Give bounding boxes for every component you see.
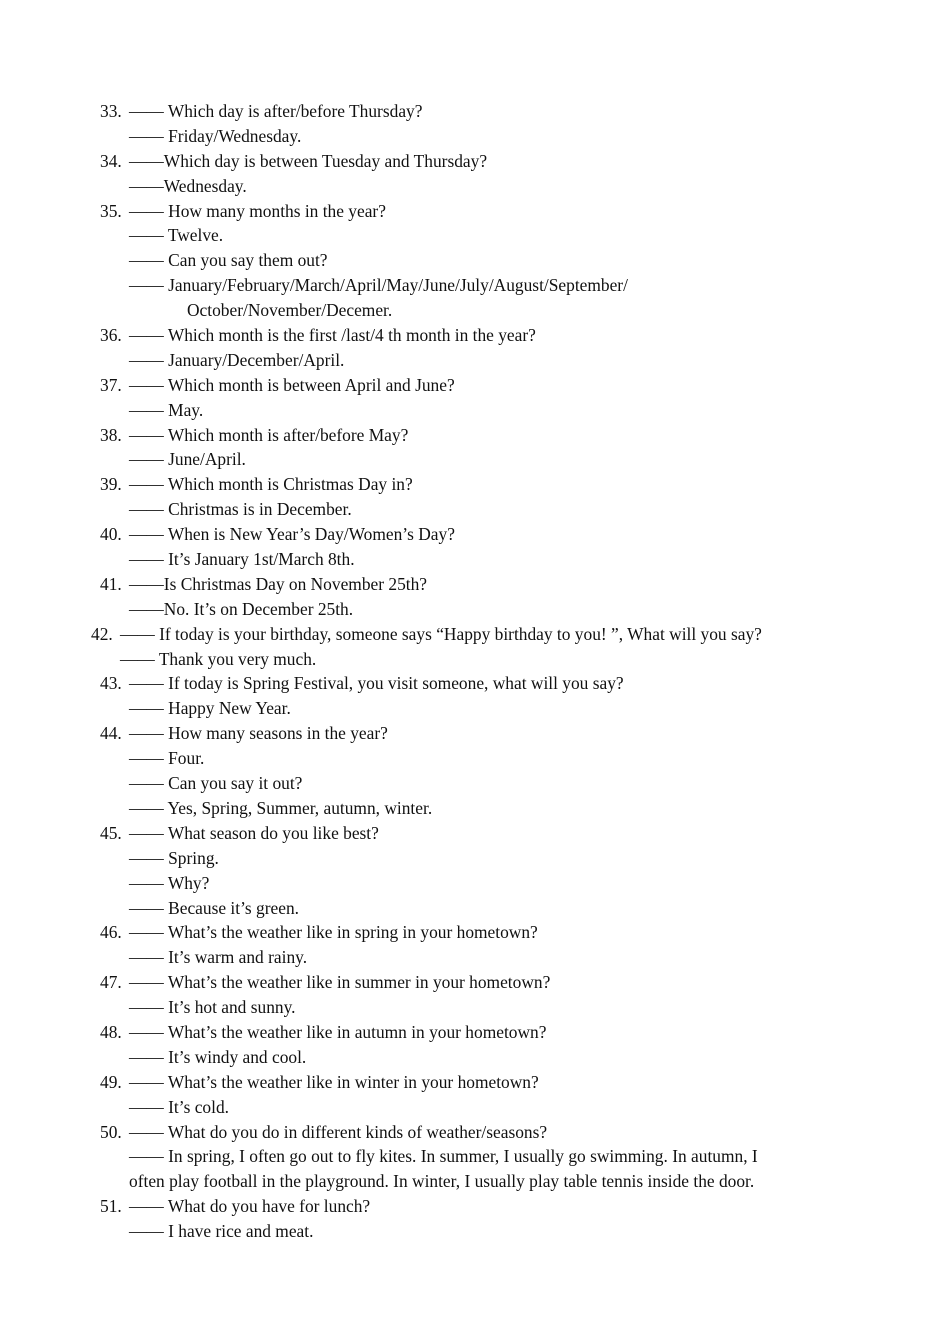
question-text: —— What’s the weather like in summer in your hometown? [129, 972, 551, 993]
answer-line [0, 1169, 950, 1194]
item-number: 46. [100, 922, 122, 943]
item-number: 33. [100, 101, 122, 121]
item-number: 48. [100, 1021, 122, 1042]
answer-text: —— Four. [129, 748, 205, 769]
item-number: 50. [100, 1121, 122, 1142]
item-number: 42. [91, 623, 113, 644]
answer-text: —— It’s hot and sunny. [129, 997, 296, 1018]
answer-line [0, 1144, 950, 1169]
question-text: —— What season do you like best? [129, 822, 379, 843]
qa-document [0, 99, 950, 1244]
item-number: 44. [100, 723, 122, 744]
answer-line [0, 1219, 950, 1244]
answer-text: —— In spring, I often go out to fly kites. In summer, I usually go swimming. In autumn, I [129, 1146, 758, 1167]
question-text: —— What’s the weather like in winter in your hometown? [129, 1071, 539, 1092]
answer-text: —— Can you say it out? [129, 773, 303, 794]
question-line [0, 622, 950, 647]
answer-text: —— June/April. [129, 449, 246, 470]
answer-line [0, 447, 950, 472]
question-line [0, 970, 950, 995]
answer-line [0, 273, 950, 298]
item-number: 41. [100, 573, 122, 594]
question-line [0, 149, 950, 174]
question-line [0, 920, 950, 945]
answer-text: ——No. It’s on December 25th. [129, 598, 354, 619]
answer-text: ——Wednesday. [129, 175, 247, 196]
item-number: 45. [100, 822, 122, 843]
answer-line [0, 248, 950, 273]
answer-text: —— Spring. [129, 847, 219, 868]
answer-text: —— Twelve. [129, 225, 224, 246]
answer-line [0, 223, 950, 248]
answer-line [0, 647, 950, 672]
question-line [0, 821, 950, 846]
answer-line [0, 174, 950, 199]
answer-text: —— It’s January 1st/March 8th. [129, 549, 355, 570]
question-line [0, 423, 950, 448]
item-number: 37. [100, 374, 122, 395]
item-number: 47. [100, 972, 122, 993]
answer-line [0, 497, 950, 522]
question-text: —— What’s the weather like in autumn in your hometown? [129, 1021, 547, 1042]
question-line [0, 1120, 950, 1145]
answer-line [0, 896, 950, 921]
question-line [0, 671, 950, 696]
item-number: 40. [100, 524, 122, 545]
question-text: —— Which month is Christmas Day in? [129, 474, 413, 495]
answer-line [0, 348, 950, 373]
answer-text: —— Can you say them out? [129, 250, 328, 271]
answer-text: —— It’s cold. [129, 1096, 229, 1117]
answer-text: often play football in the playground. In winter, I usually play table tennis inside the door. [129, 1171, 755, 1192]
item-number: 49. [100, 1071, 122, 1092]
question-text: —— What’s the weather like in spring in your hometown? [129, 922, 538, 943]
answer-line [0, 746, 950, 771]
question-line [0, 1194, 950, 1219]
answer-line [0, 1045, 950, 1070]
question-text: —— When is New Year’s Day/Women’s Day? [129, 524, 455, 545]
question-text: —— Which month is between April and June? [129, 374, 455, 395]
answer-line [0, 796, 950, 821]
answer-text: —— Friday/Wednesday. [129, 125, 302, 146]
answer-line [0, 597, 950, 622]
answer-line [0, 871, 950, 896]
answer-text: —— Why? [129, 872, 210, 893]
answer-line [0, 124, 950, 149]
answer-text: —— Christmas is in December. [129, 499, 352, 520]
question-text: —— Which month is after/before May? [129, 424, 409, 445]
answer-line [0, 398, 950, 423]
question-text: —— What do you do in different kinds of weather/seasons? [129, 1121, 548, 1142]
answer-text: —— Because it’s green. [129, 897, 299, 918]
answer-text: —— Thank you very much. [120, 648, 317, 669]
answer-line [0, 1095, 950, 1120]
question-line [0, 1070, 950, 1095]
item-number: 34. [100, 150, 122, 171]
question-line [0, 373, 950, 398]
question-line [0, 323, 950, 348]
answer-text: —— It’s warm and rainy. [129, 947, 308, 968]
answer-continuation-line [0, 298, 950, 323]
item-number: 38. [100, 424, 122, 445]
answer-line [0, 846, 950, 871]
question-line [0, 199, 950, 224]
answer-text: —— January/February/March/April/May/June/July/August/September/ [129, 275, 628, 296]
answer-line [0, 945, 950, 970]
question-text: ——Is Christmas Day on November 25th? [129, 573, 428, 594]
question-text: —— If today is your birthday, someone says “Happy birthday to you! ”, What will you say? [120, 623, 762, 644]
answer-text: —— I have rice and meat. [129, 1221, 314, 1242]
answer-line [0, 696, 950, 721]
answer-text: —— It’s windy and cool. [129, 1046, 307, 1067]
answer-text: —— January/December/April. [129, 349, 345, 370]
question-line [0, 721, 950, 746]
question-line [0, 99, 950, 124]
item-number: 36. [100, 325, 122, 346]
question-line [0, 1020, 950, 1045]
answer-line [0, 771, 950, 796]
question-line [0, 522, 950, 547]
answer-line [0, 995, 950, 1020]
question-text: —— How many months in the year? [129, 200, 386, 221]
question-text: —— Which day is after/before Thursday? [129, 101, 423, 121]
item-number: 43. [100, 673, 122, 694]
answer-line [0, 547, 950, 572]
item-number: 39. [100, 474, 122, 495]
question-text: —— How many seasons in the year? [129, 723, 388, 744]
question-line [0, 572, 950, 597]
item-number: 51. [100, 1196, 122, 1217]
answer-text: —— Happy New Year. [129, 698, 291, 719]
answer-continuation-text: October/November/Decemer. [187, 300, 393, 321]
answer-text: —— Yes, Spring, Summer, autumn, winter. [129, 797, 433, 818]
item-number: 35. [100, 200, 122, 221]
question-text: —— If today is Spring Festival, you visit someone, what will you say? [129, 673, 624, 694]
question-text: —— What do you have for lunch? [129, 1196, 371, 1217]
answer-text: —— May. [129, 399, 204, 420]
question-text: —— Which month is the first /last/4 th month in the year? [129, 325, 536, 346]
question-line [0, 472, 950, 497]
question-text: ——Which day is between Tuesday and Thursday? [129, 150, 488, 171]
